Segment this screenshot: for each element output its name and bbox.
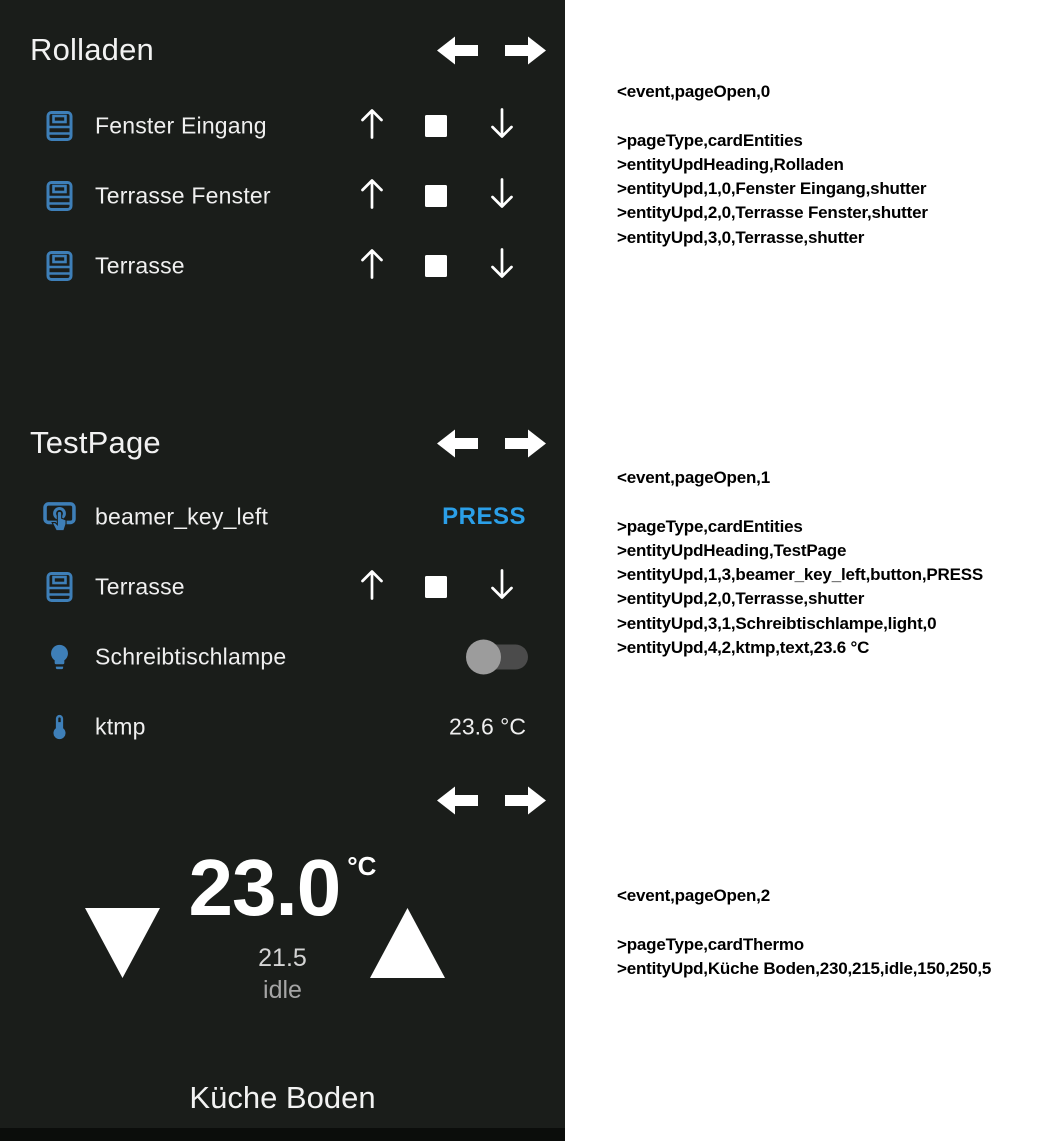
card-title-rolladen: Rolladen (30, 32, 154, 67)
log-line: >pageType,cardEntities (617, 516, 803, 536)
log-block-page0 (617, 80, 928, 250)
thermo-entity-name: Küche Boden (189, 1080, 376, 1115)
shutter-up-button[interactable] (356, 176, 388, 217)
log-line: >pageType,cardEntities (617, 130, 803, 150)
shutter-stop-button[interactable] (425, 576, 447, 598)
shutter-down-button[interactable] (486, 176, 518, 217)
log-line: >entityUpd,1,3,beamer_key_left,button,PRESS (617, 565, 983, 585)
card-testpage-header (30, 421, 547, 465)
log-line: >entityUpd,4,2,ktmp,text,23.6 °C (617, 638, 870, 658)
entity-label: Schreibtischlampe (95, 643, 287, 670)
log-line: <event,pageOpen,0 (617, 82, 770, 101)
current-temp-value: 23.0 (188, 843, 341, 932)
arrow-down-icon (486, 246, 518, 282)
shutter-up-button[interactable] (356, 246, 388, 287)
protocol-log-pane (565, 0, 1045, 1141)
log-line (617, 490, 983, 514)
arrow-left-bold-icon (436, 428, 478, 459)
page-next-button[interactable] (505, 35, 547, 66)
gesture-tap-button-icon (42, 502, 76, 532)
page-next-button[interactable] (505, 785, 547, 816)
arrow-up-icon (356, 567, 388, 603)
shutter-stop-button[interactable] (425, 185, 447, 207)
arrow-up-icon (356, 106, 388, 142)
shutter-stop-button[interactable] (425, 255, 447, 277)
press-button[interactable]: PRESS (442, 503, 526, 530)
log-line: >entityUpd,2,0,Terrasse Fenster,shutter (617, 203, 928, 223)
entity-row-terrasse-2 (0, 559, 565, 615)
arrow-up-icon (356, 246, 388, 282)
page-prev-button[interactable] (436, 35, 478, 66)
arrow-left-bold-icon (436, 35, 478, 66)
thermo-target-temp: 21.5 (258, 944, 307, 972)
arrow-up-icon (356, 176, 388, 212)
entity-row-beamer-key-left (0, 489, 565, 545)
arrow-left-bold-icon (436, 785, 478, 816)
log-block-page2 (617, 884, 991, 981)
entity-row-ktmp (0, 699, 565, 755)
log-line: >entityUpd,2,0,Terrasse,shutter (617, 589, 865, 609)
card-rolladen-header (30, 28, 547, 72)
arrow-right-bold-icon (505, 35, 547, 66)
page-prev-button[interactable] (436, 428, 478, 459)
page-nav (436, 35, 547, 66)
entity-label: ktmp (95, 713, 146, 740)
page-prev-button[interactable] (436, 785, 478, 816)
log-line: >pageType,cardThermo (617, 934, 804, 954)
page-nav (436, 428, 547, 459)
log-line: >entityUpd,3,1,Schreibtischlampe,light,0 (617, 613, 937, 633)
light-toggle[interactable] (468, 645, 528, 670)
shutter-up-button[interactable] (356, 106, 388, 147)
entity-label: Terrasse Fenster (95, 182, 271, 209)
arrow-down-icon (486, 567, 518, 603)
log-line: >entityUpdHeading,TestPage (617, 540, 847, 560)
entity-row-schreibtischlampe (0, 629, 565, 685)
card-title-testpage: TestPage (30, 425, 161, 460)
temp-unit: °C (347, 851, 377, 881)
lightbulb-icon (42, 643, 76, 672)
panel-footer-strip (0, 1128, 565, 1141)
entity-label: Terrasse (95, 252, 185, 279)
entity-row-fenster-eingang (0, 98, 565, 154)
page-nav (436, 785, 547, 816)
thermometer-icon (42, 713, 76, 742)
shutter-down-button[interactable] (486, 567, 518, 608)
shutter-stop-button[interactable] (425, 115, 447, 137)
shutter-down-button[interactable] (486, 246, 518, 287)
log-line: <event,pageOpen,2 (617, 886, 770, 905)
page-next-button[interactable] (505, 428, 547, 459)
card-thermo-header (30, 785, 547, 816)
log-line (617, 104, 928, 128)
log-line: >entityUpd,1,0,Fenster Eingang,shutter (617, 179, 927, 199)
entity-row-terrasse-fenster (0, 168, 565, 224)
arrow-down-icon (486, 106, 518, 142)
log-line (617, 908, 991, 932)
log-line: >entityUpd,Küche Boden,230,215,idle,150,250,5 (617, 958, 992, 978)
log-block-page1 (617, 466, 983, 660)
entity-label: Terrasse (95, 573, 185, 600)
window-shutter-icon (42, 181, 76, 212)
shutter-up-button[interactable] (356, 567, 388, 608)
arrow-right-bold-icon (505, 428, 547, 459)
arrow-down-icon (486, 176, 518, 212)
window-shutter-icon (42, 572, 76, 603)
shutter-down-button[interactable] (486, 106, 518, 147)
window-shutter-icon (42, 251, 76, 282)
entity-label: beamer_key_left (95, 503, 269, 530)
entity-row-terrasse (0, 238, 565, 294)
arrow-right-bold-icon (505, 785, 547, 816)
log-line: <event,pageOpen,1 (617, 468, 770, 487)
sensor-value: 23.6 °C (449, 713, 526, 740)
log-line: >entityUpdHeading,Rolladen (617, 154, 844, 174)
entity-label: Fenster Eingang (95, 112, 267, 139)
window-shutter-icon (42, 111, 76, 142)
toggle-knob (466, 640, 501, 675)
thermo-state: idle (263, 976, 302, 1004)
log-line: >entityUpd,3,0,Terrasse,shutter (617, 227, 865, 247)
